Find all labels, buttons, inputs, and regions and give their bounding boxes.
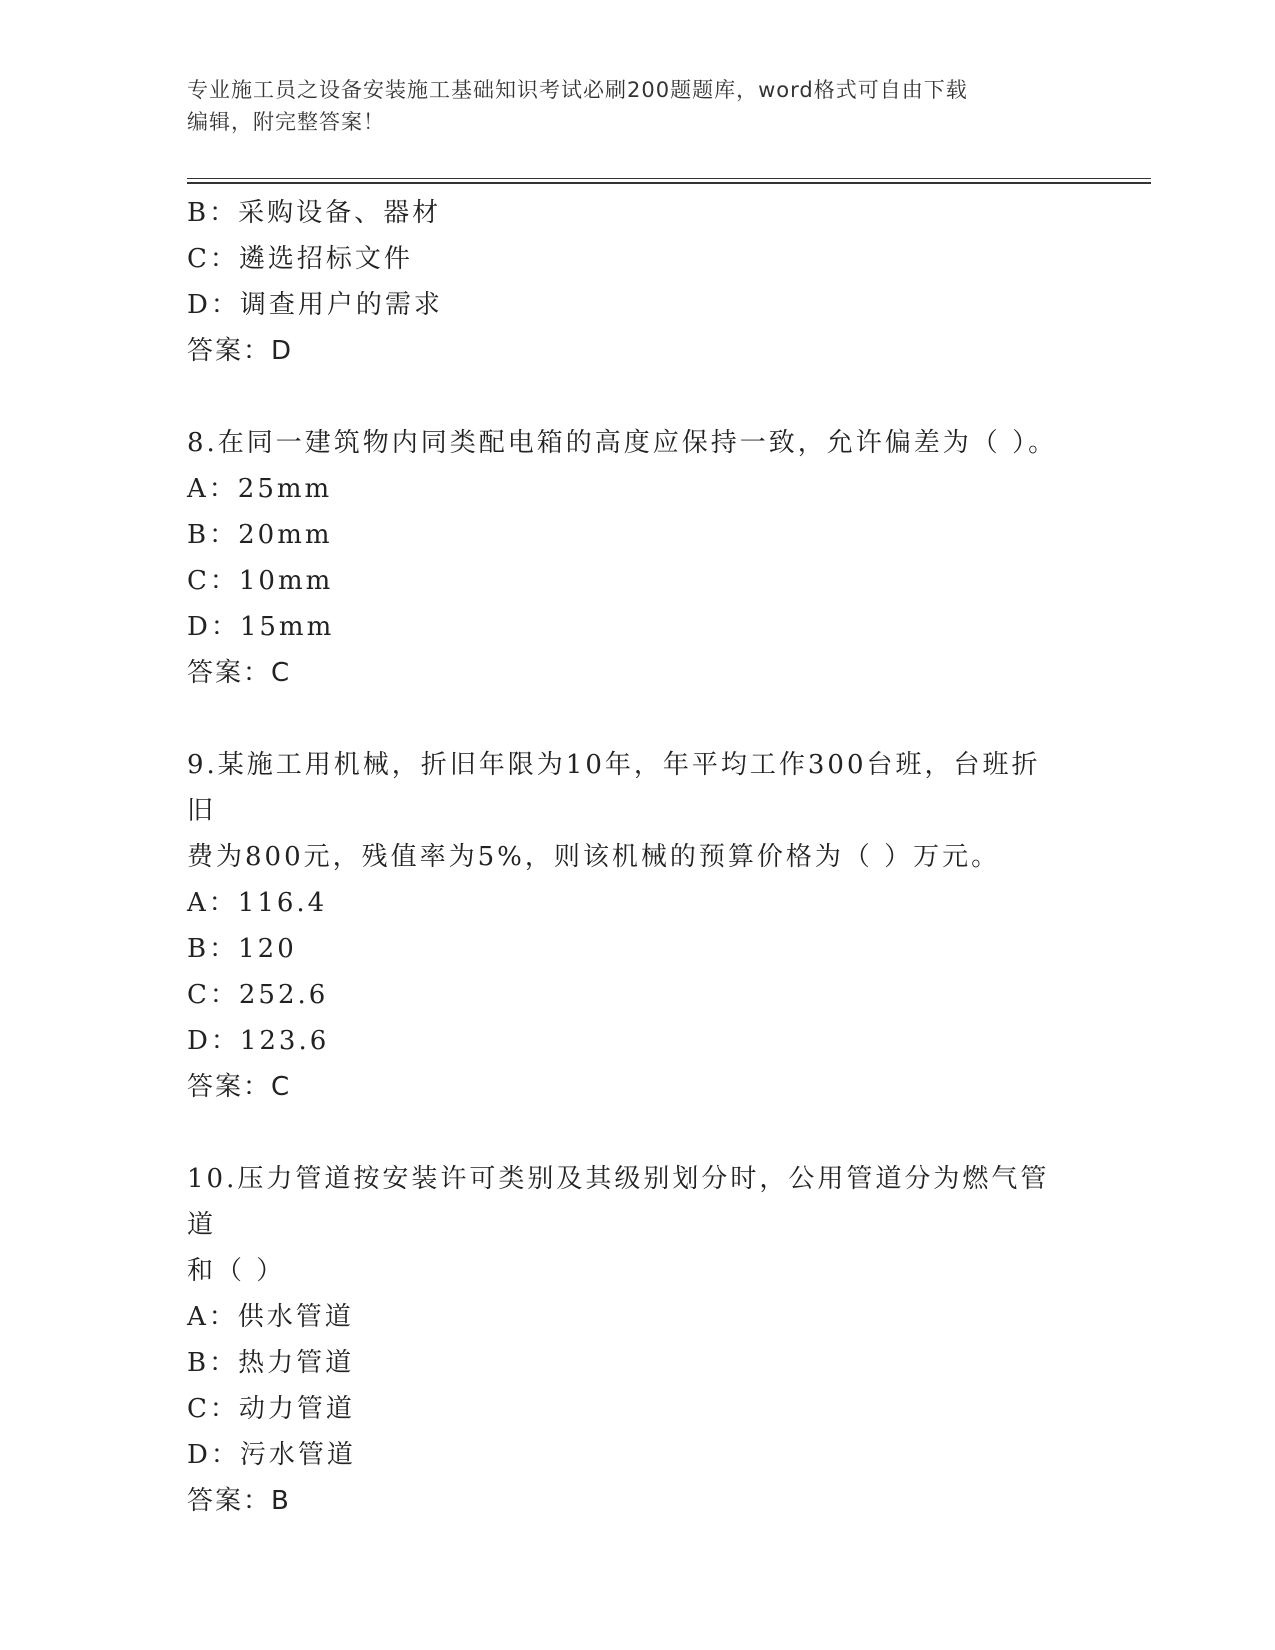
answer-line: 答案：D [187,336,294,366]
answer-line: 答案：C [187,658,292,688]
option-d: D：污水管道 [187,1440,356,1470]
option-b: B：120 [187,934,297,964]
question-text-line-2: 和（ ） [187,1256,286,1286]
option-c: C：遴选招标文件 [187,244,413,274]
header-title-line-1: 专业施工员之设备安装施工基础知识考试必刷200题题库，word格式可自由下载 [187,78,968,102]
question-9 [187,742,1087,1110]
header-title-line-2: 编辑，附完整答案！ [187,110,385,134]
option-d: D：15mm [187,612,335,642]
question-8 [187,420,1087,696]
option-a: A：25mm [187,474,333,504]
option-c: C：10mm [187,566,334,596]
question-text: 8.在同一建筑物内同类配电箱的高度应保持一致，允许偏差为（ ）。 [187,428,1058,458]
question-7-continuation [187,190,1087,374]
question-text-line-1: 9.某施工用机械，折旧年限为10年，年平均工作300台班，台班折旧 [187,750,1041,826]
header-divider-thin [187,178,1151,179]
document-header [187,74,1067,138]
option-c: C：动力管道 [187,1394,355,1424]
option-b: B：热力管道 [187,1348,355,1378]
option-a: A：116.4 [187,888,328,918]
question-10 [187,1156,1087,1524]
question-text-line-1: 10.压力管道按安装许可类别及其级别划分时，公用管道分为燃气管道 [187,1164,1050,1240]
option-b: B：采购设备、器材 [187,198,442,228]
option-d: D：调查用户的需求 [187,290,443,320]
answer-line: 答案：B [187,1486,291,1516]
answer-line: 答案：C [187,1072,292,1102]
question-list [187,190,1087,1524]
header-divider-thick [187,182,1151,184]
question-text-line-2: 费为800元，残值率为5%，则该机械的预算价格为（ ）万元。 [187,842,1001,872]
option-a: A：供水管道 [187,1302,354,1332]
option-b: B：20mm [187,520,333,550]
option-c: C：252.6 [187,980,329,1010]
option-d: D：123.6 [187,1026,330,1056]
